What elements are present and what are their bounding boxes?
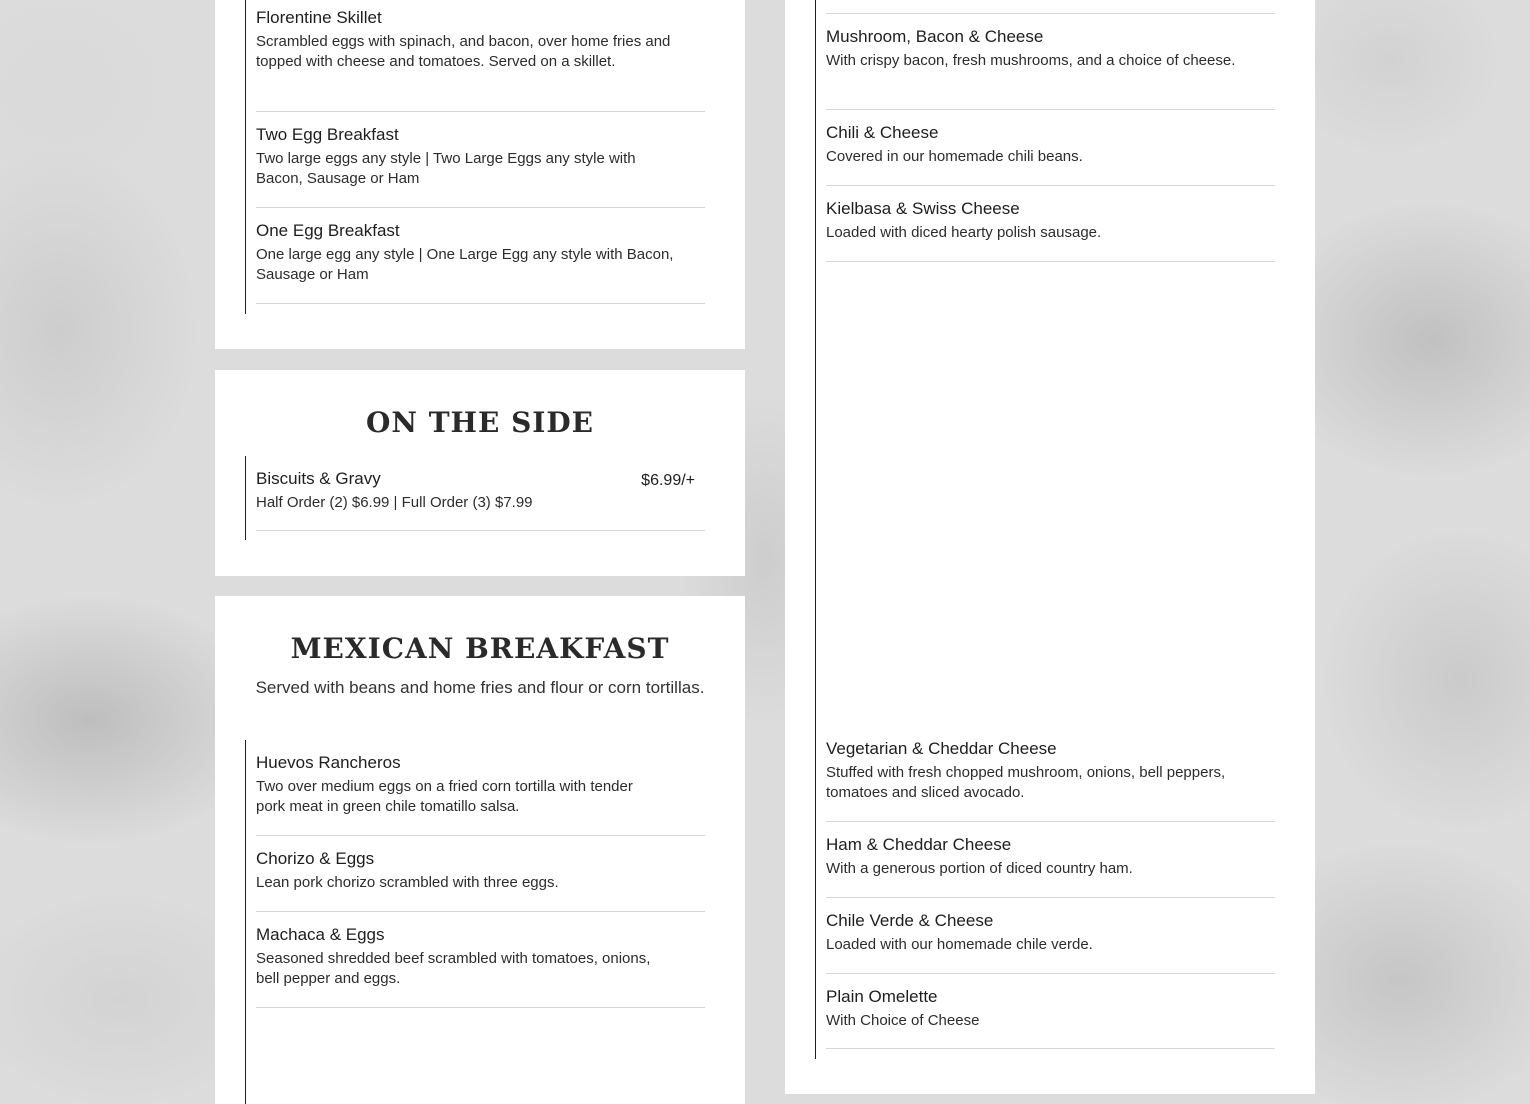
on-the-side-card bbox=[215, 370, 745, 576]
menu-item[interactable] bbox=[826, 27, 1275, 110]
menu-item-description: Scrambled eggs with spinach, and bacon, over home fries and topped with cheese and tomatoes. Served on a skillet. bbox=[256, 33, 671, 70]
menu-item[interactable] bbox=[256, 849, 705, 912]
menu-item-description: One large egg any style | One Large Egg any style with Bacon, Sausage or Ham bbox=[256, 246, 674, 283]
menu-item-name: Chile Verde & Cheese bbox=[826, 911, 994, 930]
menu-item-description: Lean pork chorizo scrambled with three eggs. bbox=[256, 874, 559, 891]
menu-item[interactable] bbox=[256, 125, 705, 208]
menu-item[interactable] bbox=[826, 199, 1275, 262]
menu-item-description: Two over medium eggs on a fried corn tortilla with tender pork meat in green chile tomatillo salsa. bbox=[256, 778, 633, 815]
menu-item-name: Machaca & Eggs bbox=[256, 925, 385, 944]
menu-divider-line bbox=[245, 456, 246, 540]
menu-item[interactable] bbox=[256, 753, 705, 836]
menu-item[interactable] bbox=[256, 8, 705, 112]
section-title: ON THE SIDE bbox=[365, 406, 595, 439]
menu-item-name: Two Egg Breakfast bbox=[256, 125, 399, 144]
menu-item[interactable] bbox=[826, 835, 1275, 898]
menu-item-name: Ham & Cheddar Cheese bbox=[826, 835, 1012, 854]
menu-item[interactable] bbox=[826, 911, 1275, 974]
menu-item-description: Stuffed with fresh chopped mushroom, onions, bell peppers, tomatoes and sliced avocado. bbox=[826, 764, 1226, 801]
menu-item[interactable] bbox=[826, 123, 1275, 186]
menu-item-description: Two large eggs any style | Two Large Eggs any style with Bacon, Sausage or Ham bbox=[256, 150, 636, 187]
menu-item[interactable] bbox=[256, 221, 705, 304]
menu-item-name: Kielbasa & Swiss Cheese bbox=[826, 199, 1020, 218]
menu-item-name: Biscuits & Gravy bbox=[256, 469, 381, 488]
menu-divider-line bbox=[245, 0, 246, 314]
menu-item-name: Florentine Skillet bbox=[256, 8, 382, 27]
menu-item-name: One Egg Breakfast bbox=[256, 221, 400, 240]
menu-item-name: Vegetarian & Cheddar Cheese bbox=[826, 739, 1057, 758]
menu-item-description: With a generous portion of diced country ham. bbox=[826, 860, 1133, 877]
menu-item[interactable] bbox=[256, 469, 705, 531]
menu-item-name: Chili & Cheese bbox=[826, 123, 939, 142]
menu-item-name: Mushroom, Bacon & Cheese bbox=[826, 27, 1044, 46]
menu-item-description: Covered in our homemade chili beans. bbox=[826, 148, 1083, 165]
menu-item-name: Plain Omelette bbox=[826, 987, 938, 1006]
menu-item-description: Seasoned shredded beef scrambled with tomatoes, onions, bell pepper and eggs. bbox=[256, 950, 651, 987]
menu-divider-line bbox=[815, 0, 816, 1059]
breakfast-card bbox=[215, 0, 745, 349]
menu-item-divider bbox=[826, 0, 1275, 14]
menu-item[interactable] bbox=[256, 925, 705, 1008]
menu-item-description: Loaded with diced hearty polish sausage. bbox=[826, 224, 1102, 241]
mexican-breakfast-card bbox=[215, 596, 745, 1104]
menu-item-price: $6.99/+ bbox=[641, 472, 695, 489]
menu-item-description: With crispy bacon, fresh mushrooms, and a choice of cheese. bbox=[826, 52, 1236, 69]
menu-item[interactable] bbox=[826, 739, 1275, 822]
section-title: MEXICAN BREAKFAST bbox=[290, 632, 670, 665]
menu-item-name: Huevos Rancheros bbox=[256, 753, 401, 772]
menu-item-description: Loaded with our homemade chile verde. bbox=[826, 936, 1093, 953]
menu-item-description: Half Order (2) $6.99 | Full Order (3) $7.99 bbox=[256, 494, 533, 511]
section-subtitle: Served with beans and home fries and flour or corn tortillas. bbox=[255, 678, 705, 697]
menu-item-name: Chorizo & Eggs bbox=[256, 849, 375, 868]
menu-divider-line bbox=[245, 740, 246, 1104]
omelettes-card bbox=[785, 0, 1315, 1094]
menu-item[interactable] bbox=[826, 987, 1275, 1049]
menu-item-description: With Choice of Cheese bbox=[826, 1012, 980, 1029]
